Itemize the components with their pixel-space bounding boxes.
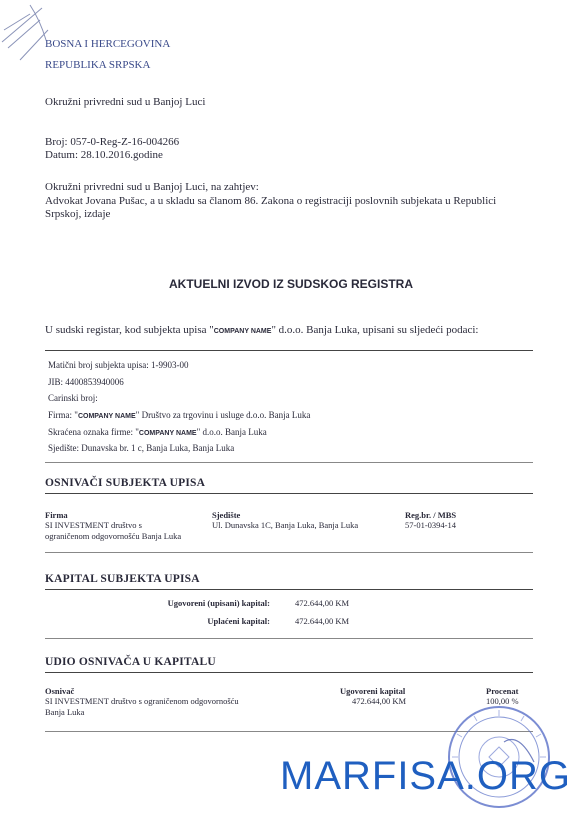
- document-date: Datum: 28.10.2016.godine: [45, 149, 163, 161]
- watermark-text: MARFISA.ORG: [280, 754, 572, 798]
- customs-number: Carinski broj:: [48, 393, 98, 403]
- firm-post: " Društvo za trgovinu i usluge d.o.o. Banja Luka: [135, 410, 311, 420]
- short-post: " d.o.o. Banja Luka: [196, 427, 267, 437]
- register-subtitle: [45, 324, 478, 336]
- share-founder-line-2: Banja Luka: [45, 707, 85, 717]
- subtitle-company: COMPANY NAME: [213, 328, 272, 335]
- founders-col-reg: Reg.br. / MBS: [405, 510, 457, 520]
- share-col-founder: Osnivač: [45, 686, 75, 696]
- divider-subtitle: [45, 350, 533, 351]
- divider-share-heading: [45, 672, 533, 673]
- founders-col-firm: Firma: [45, 510, 68, 520]
- share-founder-line-1: SI INVESTMENT društvo s ograničenom odgovornošću: [45, 696, 239, 706]
- share-heading: UDIO OSNIVAČA U KAPITALU: [45, 656, 216, 668]
- subscribed-capital-value: 472.644,00 KM: [295, 598, 350, 608]
- firm-seat: Sjedište: Dunavska br. 1 c, Banja Luka, Banja Luka: [48, 443, 235, 453]
- subtitle-pre: U sudski registar, kod subjekta upisa ": [45, 324, 214, 336]
- divider-capital: [45, 638, 533, 639]
- founders-col-seat: Sjedište: [212, 510, 241, 520]
- share-capital-value: 472.644,00 KM: [352, 696, 407, 706]
- founder-reg-number: 57-01-0394-14: [405, 520, 456, 530]
- share-col-percent: Procenat: [486, 686, 519, 696]
- subtitle-post: " d.o.o. Banja Luka, upisani su sljedeći podaci:: [271, 324, 479, 336]
- founder-firm-line-1: SI INVESTMENT društvo s: [45, 520, 142, 530]
- founders-heading: OSNIVAČI SUBJEKTA UPISA: [45, 477, 206, 489]
- subscribed-capital-label: Ugovoreni (upisani) kapital:: [167, 598, 270, 608]
- document-number: Broj: 057-0-Reg-Z-16-004266: [45, 136, 180, 148]
- divider-capital-heading: [45, 589, 533, 590]
- share-percent-value: 100,00 %: [486, 696, 519, 706]
- short-pre: Skraćena oznaka firme: ": [48, 427, 139, 437]
- firm-pre: Firma: ": [48, 410, 78, 420]
- document-title: AKTUELNI IZVOD IZ SUDSKOG REGISTRA: [168, 277, 413, 291]
- divider-founders-heading: [45, 493, 533, 494]
- share-col-capital: Ugovoreni kapital: [340, 686, 406, 696]
- firm-company: COMPANY NAME: [77, 413, 136, 420]
- capital-heading: KAPITAL SUBJEKTA UPISA: [45, 573, 200, 585]
- divider-founders: [45, 552, 533, 553]
- firm-full-name: [48, 410, 310, 420]
- intro-line-3: Srpskoj, izdaje: [45, 208, 111, 220]
- registration-number: Matični broj subjekta upisa: 1-9903-00: [48, 360, 189, 370]
- country-name: BOSNA I HERCEGOVINA: [45, 38, 171, 50]
- entity-name: REPUBLIKA SRPSKA: [45, 59, 151, 71]
- divider-subject: [45, 462, 533, 463]
- paid-capital-label: Uplaćeni kapital:: [207, 616, 270, 626]
- founder-seat: Ul. Dunavska 1C, Banja Luka, Banja Luka: [212, 520, 359, 530]
- founder-firm-line-2: ograničenom odgovornošću Banja Luka: [45, 531, 182, 541]
- court-name: Okružni privredni sud u Banjoj Luci: [45, 96, 206, 108]
- short-company: COMPANY NAME: [138, 430, 197, 437]
- intro-line-2: Advokat Jovana Pušac, a u skladu sa članom 86. Zakona o registraciji poslovnih subjekata u Republici: [45, 195, 497, 207]
- paid-capital-value: 472.644,00 KM: [295, 616, 350, 626]
- jib-number: JIB: 4400853940006: [48, 377, 124, 387]
- intro-line-1: Okružni privredni sud u Banjoj Luci, na zahtjev:: [45, 181, 259, 193]
- firm-short-name: [48, 427, 267, 437]
